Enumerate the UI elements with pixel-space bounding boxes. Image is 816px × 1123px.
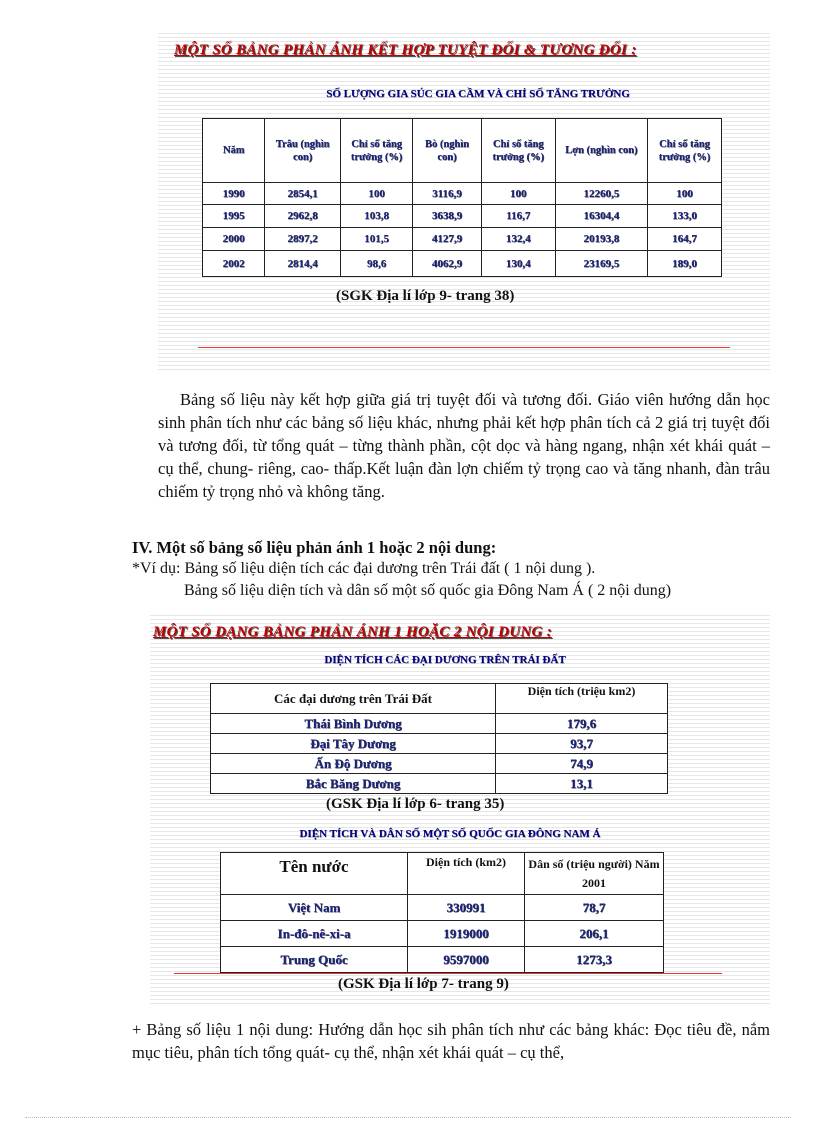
- header-year: Năm: [203, 119, 265, 183]
- header-pig: Lợn (nghìn con): [555, 119, 647, 183]
- table-row: 1995 2962,8 103,8 3638,9 116,7 16304,4 133,0: [203, 205, 722, 228]
- header-ocean-area: Diện tích (triệu km2): [496, 684, 668, 714]
- sea-countries-table-source: (GSK Địa lí lớp 7- trang 9): [338, 976, 509, 992]
- ocean-area-table: [210, 683, 668, 794]
- paragraph-one-content: + Bảng số liệu 1 nội dung: Hướng dẫn học sih phân tích như các bảng khác: Đọc tiêu đề, nắm mục tiêu, phân tích tổng quát- cụ thể, nhận xét khái quát – cụ thể,: [132, 1020, 770, 1062]
- slide-panel-2: [150, 612, 770, 1004]
- table-row: Thái Bình Dương 179,6: [211, 714, 668, 734]
- table-row: 1990 2854,1 100 3116,9 100 12260,5 100: [203, 183, 722, 205]
- header-cattle: Bò (nghìn con): [413, 119, 482, 183]
- header-buffalo: Trâu (nghìn con): [265, 119, 341, 183]
- table-row: In-đô-nê-xi-a 1919000 206,1: [221, 921, 664, 947]
- slide1-table-title: SỐ LƯỢNG GIA SÚC GIA CẦM VÀ CHỈ SỐ TĂNG TRƯỞNG: [326, 88, 630, 100]
- table-row: 2002 2814,4 98,6 4062,9 130,4 23169,5 189,0: [203, 251, 722, 277]
- slide2-title: MỘT SỐ DẠNG BẢNG PHẢN ÁNH 1 HOẶC 2 NỘI DUNG :: [153, 624, 552, 640]
- slide-panel-1: [158, 30, 770, 370]
- ocean-table-title: DIỆN TÍCH CÁC ĐẠI DƯƠNG TRÊN TRÁI ĐẤT: [324, 654, 566, 666]
- header-pig-index: Chỉ số tăng trưởng (%): [647, 119, 721, 183]
- slide1-source: (SGK Địa lí lớp 9- trang 38): [336, 288, 515, 304]
- sea-countries-table: [220, 852, 664, 973]
- ocean-table-source: (GSK Địa lí lớp 6- trang 35): [326, 796, 505, 812]
- header-buffalo-index: Chỉ số tăng trưởng (%): [340, 119, 412, 183]
- header-cattle-index: Chỉ số tăng trưởng (%): [481, 119, 555, 183]
- slide1-divider: [198, 347, 730, 348]
- table-row: Ấn Độ Dương 74,9: [211, 754, 668, 774]
- header-ocean: Các đại dương trên Trái Đất: [211, 684, 496, 714]
- table-row: Trung Quốc 9597000 1273,3: [221, 947, 664, 973]
- slide1-title: MỘT SỐ BẢNG PHẢN ÁNH KẾT HỢP TUYỆT ĐỐI & TƯƠNG ĐỐI :: [174, 42, 637, 58]
- header-country: Tên nước: [221, 853, 408, 895]
- sea-countries-table-title: DIỆN TÍCH VÀ DÂN SỐ MỘT SỐ QUỐC GIA ĐÔNG NAM Á: [299, 828, 601, 840]
- header-population: Dân số (triệu người) Năm 2001: [525, 853, 664, 895]
- table-row: Đại Tây Dương 93,7: [211, 734, 668, 754]
- table-row: 2000 2897,2 101,5 4127,9 132,4 20193,8 164,7: [203, 228, 722, 251]
- example-line-1: *Ví dụ: Bảng số liệu diện tích các đại dương trên Trái đất ( 1 nội dung ).: [132, 560, 596, 577]
- table-row: Việt Nam 330991 78,7: [221, 895, 664, 921]
- livestock-table: [202, 118, 722, 277]
- section-heading: IV. Một số bảng số liệu phản ánh 1 hoặc 2 nội dung:: [132, 538, 497, 557]
- table-row: Bắc Băng Dương 13,1: [211, 774, 668, 794]
- footer-divider: [25, 1117, 791, 1118]
- slide2-divider: [174, 973, 722, 974]
- paragraph-absolute-relative: Bảng số liệu này kết hợp giữa giá trị tuyệt đối và tương đối. Giáo viên hướng dẫn học sinh phân tích như các bảng số liệu khác, nhưng phải kết hợp phân tích cả 2 giá trị tuyệt đối và tương đối, từ tổng quát – từng thành phần, cột dọc và hàng ngang, nhận xét khái quát – cụ thể, chung- riêng, cao- thấp.Kết luận đàn lợn chiếm tỷ trọng cao và tăng nhanh, đàn trâu chiếm tỷ trọng nhỏ và không tăng.: [158, 390, 770, 501]
- header-country-area: Diện tích (km2): [408, 853, 525, 895]
- example-line-2: Bảng số liệu diện tích và dân số một số quốc gia Đông Nam Á ( 2 nội dung): [184, 582, 672, 599]
